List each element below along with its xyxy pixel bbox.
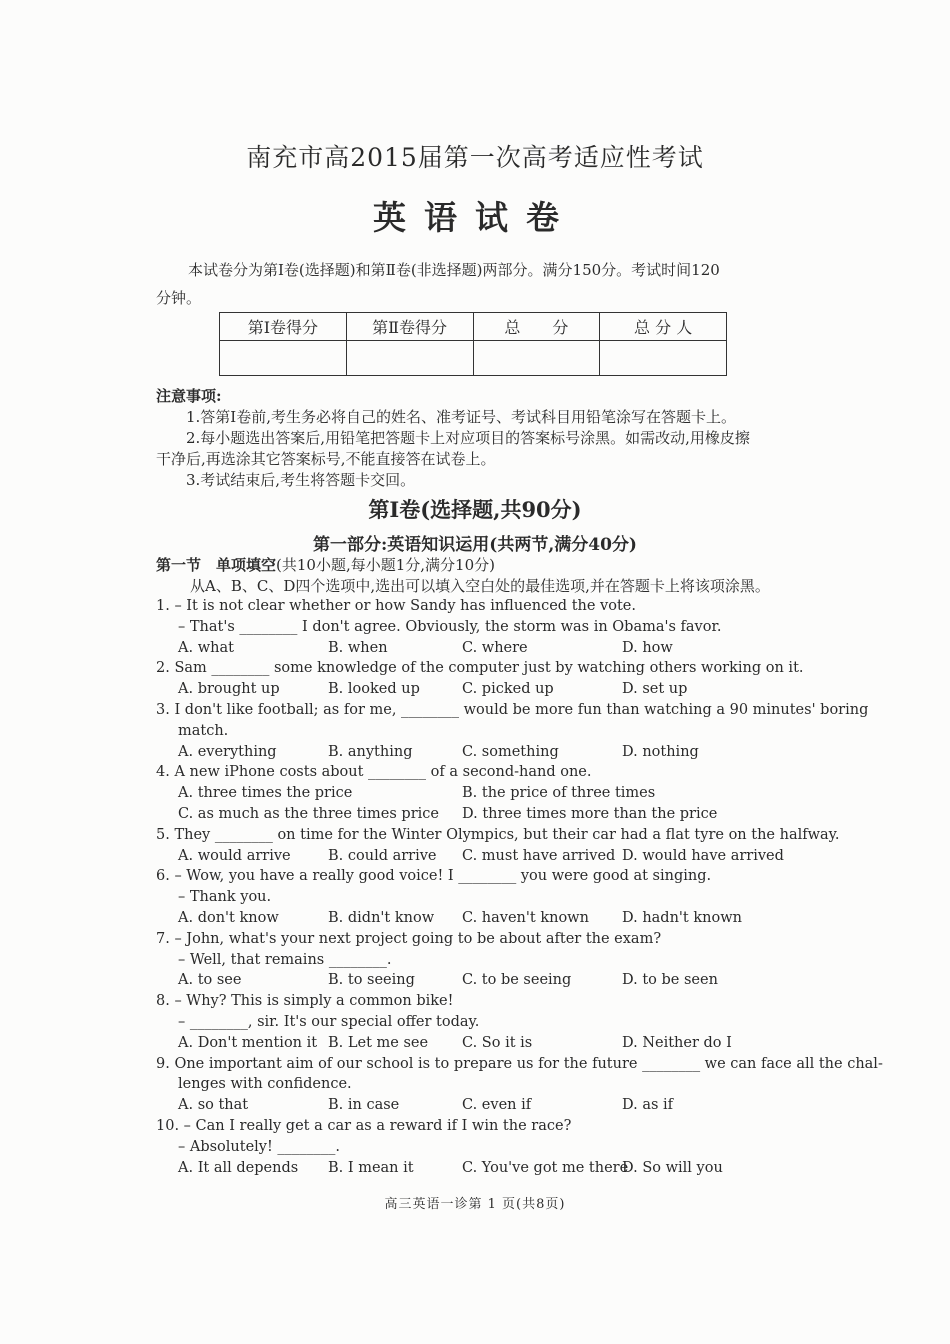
- subsection-label: 第一节 单项填空: [156, 556, 277, 574]
- question-line: – Thank you.: [178, 889, 272, 906]
- question-options: [156, 804, 796, 825]
- score-cell-part1: [220, 341, 347, 376]
- option-b: B. looked up: [328, 681, 420, 698]
- option-b: B. Let me see: [328, 1034, 429, 1051]
- option-a: A. so that: [178, 1097, 249, 1114]
- question-4: [156, 762, 796, 824]
- exam-title: 南充市高2015届第一次高考适应性考试: [246, 143, 704, 172]
- notes-item: 3.考试结束后,考生将答题卡交回。: [186, 471, 416, 489]
- question-10: [156, 1116, 796, 1178]
- subsection-instruction: 从A、B、C、D四个选项中,选出可以填入空白处的最佳选项,并在答题卡上将该项涂黑。: [190, 577, 770, 595]
- question-line: – ________, sir. It's our special offer today.: [178, 1013, 480, 1030]
- question-stem: 5. They ________ on time for the Winter Olympics, but their car had a flat tyre on the halfway.: [156, 826, 840, 843]
- question-9: [156, 1054, 883, 1116]
- page-footer: 高三英语一诊第 1 页(共8页): [384, 1197, 566, 1212]
- question-line: – Absolutely! ________.: [178, 1138, 341, 1155]
- option-a: A. to see: [178, 972, 242, 989]
- option-c: C. You've got me there: [462, 1159, 629, 1176]
- option-d: D. Neither do I: [622, 1034, 732, 1051]
- subsection-heading: [156, 555, 796, 576]
- option-c: C. where: [462, 639, 528, 656]
- question-options: [156, 679, 796, 700]
- question-line: lenges with confidence.: [178, 1076, 352, 1093]
- question-7: [156, 929, 796, 991]
- option-c: C. as much as the three times price: [178, 805, 439, 822]
- question-stem: 1. – It is not clear whether or how Sandy has influenced the vote.: [156, 598, 636, 614]
- option-c: C. haven't known: [462, 909, 589, 926]
- option-a: A. three times the price: [178, 785, 353, 802]
- question-options: [156, 1095, 796, 1116]
- option-d: D. as if: [622, 1097, 674, 1114]
- question-stem: 4. A new iPhone costs about ________ of a second-hand one.: [156, 764, 592, 781]
- section-title: 第一部分:英语知识运用(共两节,满分40分): [313, 535, 637, 555]
- option-a: A. everything: [178, 743, 277, 760]
- notes-item-continuation: 干净后,再选涂其它答案标号,不能直接答在试卷上。: [156, 450, 496, 468]
- score-header-total: 总 分: [473, 313, 600, 341]
- question-options: [156, 1158, 796, 1179]
- notes-section: [156, 386, 796, 491]
- option-a: A. don't know: [178, 909, 279, 926]
- score-header-part2: 第Ⅱ卷得分: [346, 313, 473, 341]
- question-stem: 3. I don't like football; as for me, ________ would be more fun than watching a 90 minutes' boring: [156, 701, 869, 718]
- question-stem: 2. Sam ________ some knowledge of the computer just by watching others working on it.: [156, 660, 804, 677]
- score-cell-scorer: [600, 341, 727, 376]
- question-3: [156, 700, 869, 762]
- intro-line: 分钟。: [156, 289, 202, 307]
- subsection-head: [156, 555, 796, 597]
- option-a: A. what: [178, 639, 234, 656]
- score-header-scorer: 总 分 人: [600, 313, 727, 341]
- question-options: [156, 638, 796, 659]
- question-list: [156, 596, 883, 1178]
- option-d: D. So will you: [622, 1159, 723, 1176]
- option-c: C. So it is: [462, 1034, 533, 1051]
- question-options: [156, 783, 796, 804]
- score-table-blank-row: [220, 341, 727, 376]
- question-2: [156, 658, 804, 700]
- question-stem: 7. – John, what's your next project going to be about after the exam?: [156, 930, 662, 947]
- question-5: [156, 825, 840, 867]
- question-1: [156, 596, 796, 658]
- option-d: D. would have arrived: [622, 847, 784, 864]
- option-d: D. three times more than the price: [462, 805, 718, 822]
- option-c: C. something: [462, 743, 559, 760]
- option-c: C. even if: [462, 1097, 532, 1114]
- option-c: C. picked up: [462, 681, 554, 698]
- option-b: B. in case: [328, 1097, 400, 1114]
- question-stem: 9. One important aim of our school is to prepare us for the future ________ we can face all the chal-: [156, 1055, 883, 1072]
- question-8: [156, 991, 796, 1053]
- option-c: C. must have arrived: [462, 847, 616, 864]
- score-header-part1: 第Ⅰ卷得分: [220, 313, 347, 341]
- option-a: A. It all depends: [178, 1159, 299, 1176]
- question-stem: 6. – Wow, you have a really good voice! I ________ you were good at singing.: [156, 868, 712, 885]
- subject-title: 英语试卷: [373, 198, 577, 237]
- option-a: A. brought up: [178, 681, 280, 698]
- question-line: – That's ________ I don't agree. Obviously, the storm was in Obama's favor.: [178, 618, 722, 635]
- subsection-info: (共10小题,每小题1分,满分10分): [276, 556, 495, 574]
- notes-item: 1.答第Ⅰ卷前,考生务必将自己的姓名、准考证号、考试科目用铅笔涂写在答题卡上。: [186, 408, 737, 426]
- intro-line: 本试卷分为第Ⅰ卷(选择题)和第Ⅱ卷(非选择题)两部分。满分150分。考试时间120: [188, 261, 720, 279]
- part1-title: 第Ⅰ卷(选择题,共90分): [368, 497, 582, 522]
- question-options: [156, 1033, 796, 1054]
- option-b: B. anything: [328, 743, 413, 760]
- option-d: D. set up: [622, 681, 688, 698]
- option-b: B. to seeing: [328, 972, 415, 989]
- option-d: D. to be seen: [622, 972, 718, 989]
- score-cell-total: [473, 341, 600, 376]
- question-stem: 10. – Can I really get a car as a reward if I win the race?: [156, 1117, 572, 1134]
- option-d: D. how: [622, 639, 673, 656]
- question-6: [156, 866, 796, 928]
- question-options: [156, 970, 796, 991]
- option-b: B. I mean it: [328, 1159, 414, 1176]
- question-options: [156, 908, 796, 929]
- question-line: – Well, that remains ________.: [178, 951, 392, 968]
- option-b: B. when: [328, 639, 388, 656]
- score-table: [219, 312, 727, 376]
- option-d: D. hadn't known: [622, 909, 742, 926]
- option-b: B. could arrive: [328, 847, 437, 864]
- option-c: C. to be seeing: [462, 972, 572, 989]
- question-options: [156, 742, 796, 763]
- option-b: B. didn't know: [328, 909, 435, 926]
- option-a: A. Don't mention it: [178, 1034, 318, 1051]
- option-a: A. would arrive: [178, 847, 291, 864]
- notes-title: 注意事项:: [156, 387, 222, 405]
- intro-paragraph: [156, 256, 796, 312]
- option-b: B. the price of three times: [462, 785, 656, 802]
- question-options: [156, 846, 796, 867]
- question-line: match.: [178, 722, 229, 739]
- question-stem: 8. – Why? This is simply a common bike!: [156, 993, 454, 1010]
- score-table-header-row: [220, 313, 727, 341]
- score-cell-part2: [346, 341, 473, 376]
- notes-item: 2.每小题选出答案后,用铅笔把答题卡上对应项目的答案标号涂黑。如需改动,用橡皮擦: [186, 429, 750, 447]
- option-d: D. nothing: [622, 743, 699, 760]
